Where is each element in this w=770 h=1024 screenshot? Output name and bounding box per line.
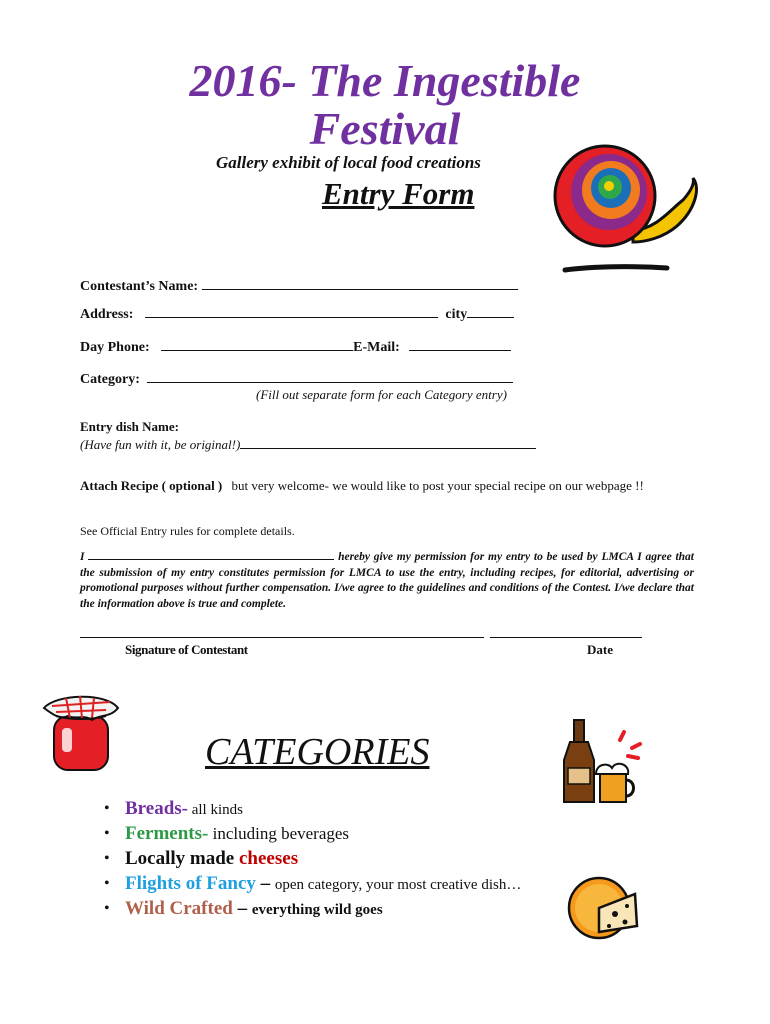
- entry-dish-label: Entry dish Name:: [80, 419, 179, 434]
- subtitle: Gallery exhibit of local food creations: [216, 153, 481, 172]
- day-phone-field[interactable]: [161, 338, 353, 351]
- signature-line[interactable]: [80, 637, 484, 638]
- email-field[interactable]: [409, 338, 511, 351]
- category-item-wild-crafted: [104, 896, 521, 921]
- categories-list: [104, 796, 521, 921]
- contestant-name-label: Contestant’s Name:: [80, 279, 199, 294]
- attach-recipe-label: Attach Recipe ( optional ): [80, 478, 223, 493]
- entry-dish-field[interactable]: [240, 436, 536, 449]
- entry-dish-row: [80, 436, 536, 453]
- address-field[interactable]: [145, 305, 438, 318]
- permission-body: I agree that the submission of my entry constitutes permission for LMCA to use the entry, including recipes, for editorial, advertising or promotional purposes without further compensation. I/we agree to the guidelines and conditions of the Contest. I/we declare that the information above is true and complete.: [80, 551, 694, 610]
- city-label: city: [445, 307, 468, 322]
- permission-line-1: hereby give my permission for my entry to be used by LMCA: [338, 551, 634, 563]
- title-line-1: 2016- The Ingestible: [189, 55, 581, 106]
- cheese-wheel-icon: [565, 872, 641, 944]
- category-name: Ferments-: [125, 823, 209, 844]
- category-label: Category:: [80, 372, 140, 387]
- jam-jar-icon: [40, 688, 122, 774]
- email-label: E-Mail:: [353, 340, 400, 355]
- date-line[interactable]: [490, 637, 642, 638]
- category-desc: open category, your most creative dish…: [274, 877, 522, 893]
- permission-block: [80, 549, 694, 612]
- form-title: Entry Form: [322, 176, 475, 211]
- category-name: cheeses: [239, 848, 299, 869]
- attach-recipe-row: [80, 478, 644, 494]
- beer-bottle-mug-icon: [560, 716, 652, 808]
- phone-email-row: [80, 338, 511, 356]
- category-row: [80, 370, 513, 388]
- category-note: (Fill out separate form for each Category entry): [256, 387, 507, 402]
- category-item-ferments: [104, 821, 521, 846]
- date-label: Date: [587, 642, 613, 657]
- title-line-2: Festival: [309, 103, 461, 154]
- category-name: Flights of Fancy: [125, 873, 256, 894]
- address-label: Address:: [80, 307, 134, 322]
- permission-name-field[interactable]: [88, 549, 334, 560]
- contestant-name-field[interactable]: [202, 277, 518, 290]
- category-dash: –: [232, 898, 252, 919]
- category-name: Breads-: [125, 798, 188, 819]
- category-desc: including beverages: [208, 824, 350, 843]
- category-name: Wild Crafted: [125, 898, 233, 919]
- snail-icon: [545, 130, 710, 278]
- category-name-prefix: Locally made: [125, 848, 239, 869]
- permission-prefix: I: [80, 551, 85, 563]
- attach-recipe-text: but very welcome- we would like to post your special recipe on our webpage !!: [231, 478, 644, 493]
- day-phone-label: Day Phone:: [80, 340, 150, 355]
- signature-label: Signature of Contestant: [125, 642, 248, 657]
- category-desc: all kinds: [187, 802, 243, 818]
- official-rules: See Official Entry rules for complete details.: [80, 524, 295, 538]
- categories-title: CATEGORIES: [205, 731, 430, 773]
- address-row: [80, 305, 514, 323]
- category-dash: –: [255, 873, 275, 894]
- category-item-cheeses: [104, 846, 521, 871]
- category-desc: everything wild goes: [251, 902, 383, 918]
- category-item-flights-of-fancy: [104, 871, 521, 896]
- city-field[interactable]: [467, 305, 514, 318]
- category-field[interactable]: [147, 370, 513, 383]
- entry-dish-note: (Have fun with it, be original!): [80, 437, 241, 452]
- category-item-breads: [104, 796, 521, 821]
- contestant-name-row: [80, 277, 518, 295]
